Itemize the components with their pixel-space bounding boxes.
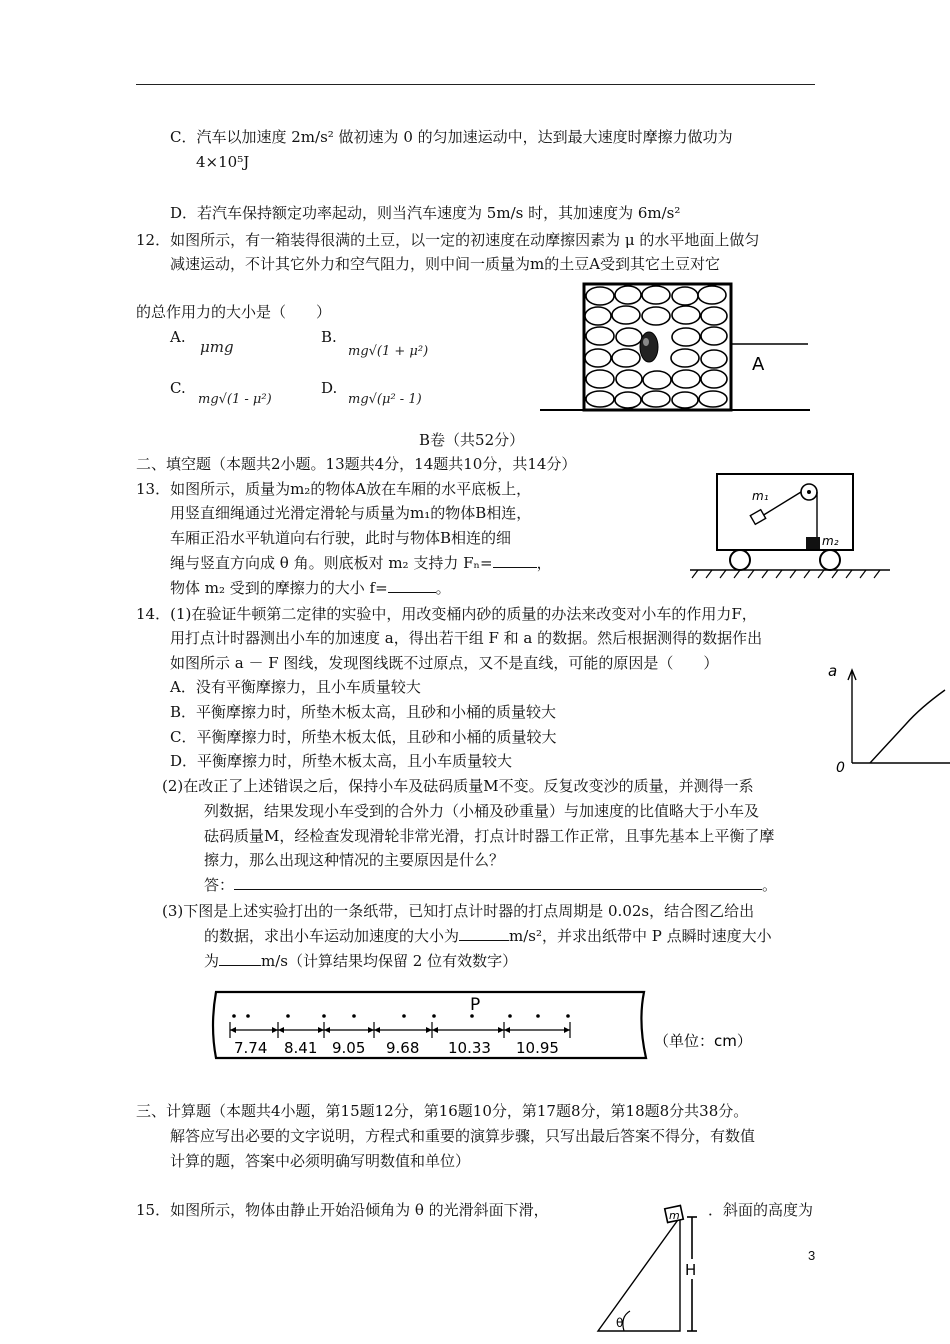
tape-unit-label: （单位：cm） (654, 1032, 752, 1050)
q11-option-d: D．若汽车保持额定功率起动，则当汽车速度为 5m/s 时，其加速度为 6m/s² (170, 204, 681, 222)
graph-origin-label: 0 (836, 760, 845, 776)
q14-option-b: B．平衡摩擦力时，所垫木板太高，且砂和小桶的质量较大 (170, 703, 557, 721)
q13-line3: 车厢正沿水平轨道向右行驶，此时与物体B相连的细 (170, 529, 512, 547)
q12-option-b-expr: mg√(1 + μ²) (348, 344, 429, 359)
paper-tape-figure (208, 986, 768, 1066)
q14-p3-line2a: 的数据，求出小车运动加速度的大小为 (204, 927, 460, 945)
section3-line3: 计算的题，答案中必须明确写明数值和单位） (170, 1152, 471, 1170)
q15-line1-end: ．斜面的高度为 (708, 1201, 814, 1219)
q14-p3-line3b: m/s（计算结果均保留 2 位有效数字） (261, 952, 518, 970)
section2-title: 二、填空题（本题共2小题。13题共4分，14题共10分，共14分） (136, 455, 577, 473)
q11-option-c-line2: 4×10⁵J (196, 153, 250, 171)
q12-line1: 12．如图所示，有一箱装得很满的土豆，以一定的初速度在动摩擦因素为 μ 的水平地面上做匀 (136, 231, 760, 249)
m1-label: m₁ (752, 489, 769, 503)
carriage-figure (690, 470, 890, 580)
header-rule (136, 84, 815, 85)
q14-p3-line2 (204, 925, 772, 946)
q13-line1: 13．如图所示，质量为m₂的物体A放在车厢的水平底板上， (136, 480, 532, 498)
q14-p2-answer-label: 答： (204, 876, 235, 894)
q12-option-a-label: A. (170, 328, 186, 346)
q14-p3-line2b: m/s²，并求出纸带中 P 点瞬时速度大小 (509, 927, 772, 945)
m2-label: m₂ (822, 534, 839, 548)
q14-option-a: A．没有平衡摩擦力，且小车质量较大 (170, 678, 421, 696)
q12-option-a-expr: μmg (200, 338, 234, 356)
q12-line2: 减速运动，不计其它外力和空气阻力，则中间一质量为m的土豆A受到其它土豆对它 (170, 255, 721, 273)
q12-option-c-expr: mg√(1 - μ²) (198, 392, 272, 407)
q14-p3-line1: (3)下图是上述实验打出的一条纸带，已知打点计时器的打点周期是 0.02s，结合图乙给出 (162, 902, 755, 920)
q12-option-d-label: D. (321, 379, 338, 397)
q14-p2-answer-line (204, 874, 777, 895)
q13-line2: 用竖直细绳通过光滑定滑轮与质量为m₁的物体B相连， (170, 504, 532, 522)
q13-line5-text: 物体 m₂ 受到的摩擦力的大小 f= (170, 579, 388, 597)
potato-a-label: A (752, 354, 765, 375)
section3-line2: 解答应写出必要的文字说明，方程式和重要的演算步骤，只写出最后答案不得分，有数值 (170, 1127, 756, 1145)
incline-h-label: H (685, 1261, 697, 1279)
q14-acceleration-blank[interactable] (459, 926, 509, 941)
incline-m-label: m (669, 1209, 680, 1222)
section3-line1: 三、计算题（本题共4小题，第15题12分，第16题10分，第17题8分，第18题8分共38分。 (136, 1102, 749, 1120)
q14-p2-line3: 砝码质量M，经检查发现滑轮非常光滑，打点计时器工作正常，且事先基本上平衡了摩 (204, 827, 775, 845)
q14-p3-line3a: 为 (204, 952, 220, 970)
q14-p2-line2: 列数据，结果发现小车受到的合外力（小桶及砂重量）与加速度的比值略大于小车及 (204, 802, 760, 820)
q14-velocity-blank[interactable] (219, 951, 261, 966)
section-b-title: B卷（共52分） (419, 431, 525, 449)
tape-p-label: P (470, 995, 481, 1015)
tape-value-2: 8.41 (284, 1039, 318, 1057)
potato-box-figure (540, 282, 810, 414)
q14-p1-line1: 14．(1)在验证牛顿第二定律的实验中，用改变桶内砂的质量的办法来改变对小车的作用力F， (136, 605, 757, 623)
q14-p2-answer-blank[interactable] (234, 875, 762, 890)
q13-fn-blank[interactable] (493, 553, 537, 568)
q14-p3-line3 (204, 950, 517, 971)
graph-a-label: a (828, 662, 838, 680)
q13-f-blank[interactable] (388, 578, 436, 593)
q12-option-b-label: B. (321, 328, 337, 346)
q12-option-c-label: C. (170, 379, 186, 397)
tape-value-6: 10.95 (516, 1039, 559, 1057)
tape-value-3: 9.05 (332, 1039, 366, 1057)
incline-figure (592, 1203, 712, 1338)
page-number: 3 (808, 1248, 816, 1263)
q15-line1: 15．如图所示，物体由静止开始沿倾角为 θ 的光滑斜面下滑， (136, 1201, 549, 1219)
q13-line5-end: 。 (435, 579, 451, 597)
q14-p2-answer-end: 。 (762, 876, 778, 894)
q12-line3: 的总作用力的大小是（ ） (136, 303, 332, 321)
q13-line5 (170, 577, 451, 598)
q13-line4-text: 绳与竖直方向成 θ 角。则底板对 m₂ 支持力 Fₙ= (170, 554, 493, 572)
tape-value-4: 9.68 (386, 1039, 420, 1057)
q11-option-c-line1: C．汽车以加速度 2m/s² 做初速为 0 的匀加速运动中，达到最大速度时摩擦力做功为 (170, 128, 733, 146)
q14-p2-line1: (2)在改正了上述错误之后，保持小车及砝码质量M不变。反复改变沙的质量，并测得一系 (162, 777, 754, 795)
tape-value-1: 7.74 (234, 1039, 268, 1057)
q12-option-d-expr: mg√(μ² - 1) (348, 392, 422, 407)
incline-theta-label: θ (616, 1316, 624, 1330)
q13-line4 (170, 552, 552, 573)
q14-option-d: D．平衡摩擦力时，所垫木板太高，且小车质量较大 (170, 752, 513, 770)
q14-p1-line2: 用打点计时器测出小车的加速度 a，得出若干组 F 和 a 的数据。然后根据测得的数据作出 (170, 629, 763, 647)
q14-p1-line3: 如图所示 a － F 图线，发现图线既不过原点，又不是直线，可能的原因是（ ） (170, 654, 719, 672)
q13-line4-end: ， (536, 554, 552, 572)
q14-p2-line4: 擦力，那么出现这种情况的主要原因是什么？ (204, 851, 505, 869)
tape-value-5: 10.33 (448, 1039, 491, 1057)
a-f-graph (820, 660, 950, 780)
q14-option-c: C．平衡摩擦力时，所垫木板太低，且砂和小桶的质量较大 (170, 728, 557, 746)
